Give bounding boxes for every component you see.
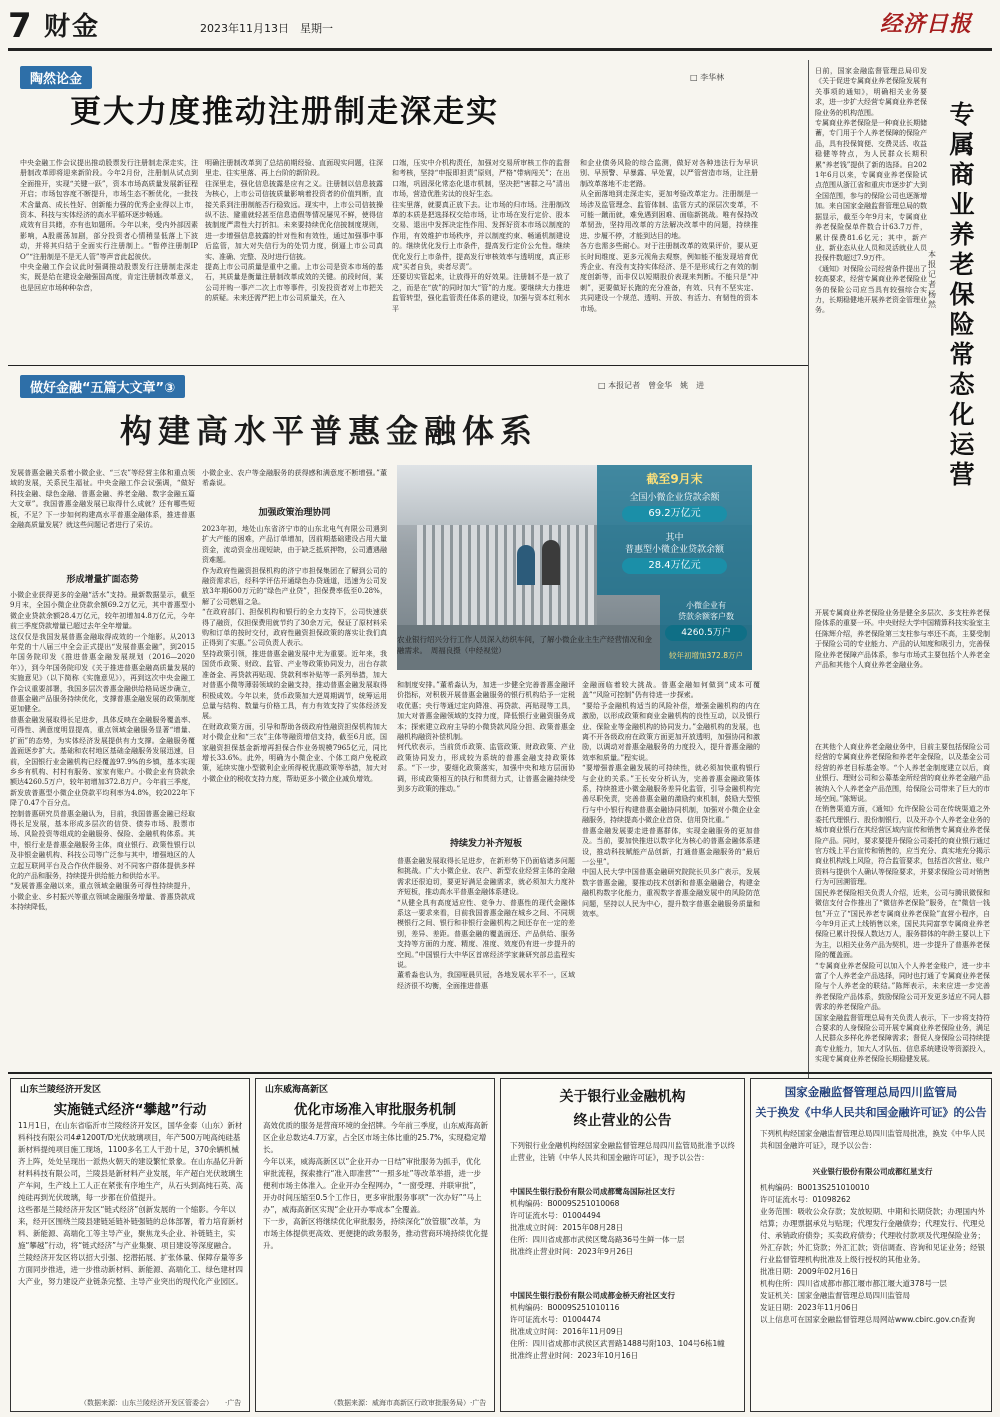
feature-col-2: 2023年初，地处山东省济宁市的山东北电气有限公司遇到扩大产能的困难，产品订单增加，因前期基础建设占用大量资金，流动资金出现短缺，由于缺乏抵质押物，公司遭遇融资难题。 作为政府性融资担保机构的济宁市担保集团在了解到公司的融资需求后，经科学评估开通绿色办贷通道，迅速为公司发放3年期600万元的“绿色产业贷”，担保费率低至0.28%，解了公司燃眉之急。 “在政府部门、担保机构和银行的全力支持下，公司快速获得了融资，仅担保费用就节约了30余万元，保证了原材料采购和订单的按时交付，政府性融资担保政策的落实让我们真正得到了实惠。”公司负责人表示。 坚持政策引领，推进普惠金融发展中尤为重要。近年来，我国货币政策、财政、监管、产业等政策协同发力，出台存款准备金、再贷款再贴现、贷款利率补贴等一系列举措，加大对普惠小微等薄弱领域的金融支持，推动普惠金融发展取得积极成效。今年以来，货币政策加大逆周期调节，统筹运用总量与结构、数量与价格工具，有力有效支持了实体经济发展。 在财政政策方面，引导和帮助各级政府性融资担保机构加大对小微企业和“三农”主体等融资增信支持，截至6月底，国家融资担保基金新增再担保合作业务规模7965亿元，同比增长33.6%。此外，明确为小微企业、个体工商户免税政策，延续实施小型微利企业所得税优惠政策等举措，加大对小微企业的税收支持力度，帮助更多小微企业减负增效。 [202, 525, 387, 783]
stat-2-value: 28.4万亿元 [622, 558, 727, 574]
ad-2-title: 优化市场准入审批服务机制 [294, 1102, 456, 1118]
issue-date: 2023年11月13日 星期一 [200, 22, 333, 35]
feature-col-3-lower: 普惠金融发展取得长足进步，在新形势下仍面临诸多问题和挑战。广大小微企业、农户、新型农业经营主体的金融需求还很迫切，要更好满足金融需求，就必须加大力度补齐短板，推动高水平普惠金融体系建设。 “从健全具有高度适应性、竞争力、普惠性的现代金融体系这一要求来看，目前我国普惠金融在城乡之间、不同规模银行之间、银行和非银行金融机构之间还存在一定的差别，差异、差距。普惠金融的覆盖面还、产品供给、服务支持等方面的力度、精度、准度、效度仍有进一步提升的空间。”中国银行大中华区首席经济学家兼研究部总监程实说。 董希淼也认为，我国哑晨贝冠，各地发展水平不一，区域经济很不均衡，全面推进普惠 [397, 857, 575, 990]
license-scope: 业务范围：吸收公众存款；发放短期、中期和长期贷款；办理国内外结算；办理票据承兑与贴现；代理发行金融债券；代理发行、代理兑付、承销政府债券；买卖政府债券；代理收付款项及代理保险业务；外汇存款；外汇贷款；外汇汇款；资信调查、咨询和见证业务；经银行业监督管理机构批准及上级行授权的其他业务。 [760, 1207, 985, 1264]
feature-intro: 发展普惠金融关系着小微企业、“三农”等经营主体和重点领域的发展，关系民生福祉。中央金融工作会议强调，“做好科技金融、绿色金融、普惠金融、养老金融、数字金融五篇大文章”。我国普惠金融发展已取得什么成就？还有哪些短板，不足？下一步如何构建高水平普惠金融体系，推进普惠金融高质量发展？就这些问题记者进行了采访。 [10, 469, 195, 530]
inst-1-name: 中国民生银行股份有限公司成都鹭岛国际社区支行 [510, 1187, 675, 1196]
page-number: 7 [8, 6, 32, 46]
notice-1-inst-2 [510, 1290, 738, 1362]
license-query-note: 以上信息可在国家金融监督管理总局网站www.cbirc.gov.cn查询 [760, 1315, 975, 1324]
ad-2-text: 高效优质的服务是营商环境的金招牌。今年前三季度，山东威海高新区企业总数达4.7万家，占全区市场主体比重的25.7%，实现稳定增长。 今年以来，威海高新区以“企业开办一日结”审批服务为抓手，优化审批流程，探索推行“准入即准营”“一照多址”等改革举措，进一步便利市场主体准入。企业开办全程网办，“一窗受理、并联审批”，开办时间压缩至0.5个工作日，更多审批服务事项“一次办好”“马上办”，威海高新区实现“企业开办零成本”全覆盖。 下一步，高新区将继续优化审批服务，持续深化“放管服”改革，为市场主体提供更高效、更便捷的政务服务，推动营商环境持续优化提升。 [263, 1121, 488, 1250]
subhead-3: 持续发力补齐短板 [449, 839, 522, 849]
feature-col-4: 金融面临着较大挑战。普惠金融如何做到“成本可覆盖”“风险可控制”仍有待进一步探索。 “要给予金融机构适当的风险补偿，增强金融机构的内在激励，以形成政策和商业金融机构的良性互动，以及银行业、保险业等金融机构的协同发力。”金融机构的发展，也离不开各级政府在政策方面更加开放透明，加强协同和激励，以调动对普惠金融服务的力度投入，提升普惠金融的效率和质量。”程实说。 “要增强普惠金融发展的可持续性，就必须加快重构银行与企业的关系。”王长安分析认为，完善普惠金融政策体系，持续推进小微金融服务差异化监管，引导金融机构完善尽职免责，完善普惠金融的激励约束机制，鼓励大型银行与中小银行构建普惠金融协同机制，加强对小微企业金融服务，持续提高小微企业首贷、信用贷比重。” 普惠金融发展要走进普惠群体，实现金融服务的更加普及。当前，要加快推进以数字化为核心的普惠金融体系建设，推动科技赋能产品创新，打通普惠金融服务的“最后一公里”。 中国人民大学中国普惠金融研究院院长贝多广表示，发展数字普惠金融，要推动技术创新和普惠金融融合，构建金融机构数字化能力，重视数字普惠金融发展中的风险防范问题，坚持以人民为中心，提升数字普惠金融服务质量和效率。 [582, 681, 760, 918]
inst-2-terminated: 批准终止营业时间：2023年10月16日 [510, 1351, 639, 1360]
license-serial: 许可证流水号：01098262 [760, 1195, 851, 1204]
ad-1-mark: ·广告 [225, 1399, 242, 1407]
opinion-col-1: 中央金融工作会议提出推动股票发行注册制走深走实，注册制改革即将迎来新阶段。今年2月份，注册制从试点到全面推开，实现“关键一跃”，资本市场高质量发展新征程开启；市场包容度不断提升，市场生态不断优化，一批技术含量高、成长性好、创新能力强的优秀企业得以上市，资本、科技与实体经济的高水平循环逐步畅通。 成效有目共睹，亦有也如题所。今年以来，受内外部因素影响，A股震荡加剧，部分投资者心情稍显低落上下波动，并将其归结于全面实行注册制上。“暂停注册制IPO”“注册制是不是无人管”等声音此起彼伏。 中央金融工作会议此时强调推动股票发行注册制走深走实，既是给在建设金融强国高度，肯定注册制改革意义，也是回应市场种种杂音， [20, 159, 198, 292]
stat-3-line2: 贷款余额客户数 [678, 612, 734, 621]
notice-2-org: 兴业银行股份有限公司成都红星支行 [812, 1167, 933, 1176]
license-issuer: 发证机关：国家金融监督管理总局四川监管局 [760, 1291, 910, 1300]
stat-3-line1: 小微企业有 [686, 601, 726, 610]
license-address: 机构住所：四川省成都市都江堰市都江堰大道378号一层 [760, 1279, 947, 1288]
notice-1-intro: 下列银行业金融机构经国家金融监督管理总局四川监管局批准予以终止营业，注销《中华人民共和国金融许可证》，现予以公告： [510, 1141, 735, 1162]
photo-caption: 农业银行绍兴分行工作人员深入纺织车间，了解小微企业主生产经营情况和金融需求。 周福良摄（中经视觉） [397, 635, 652, 655]
right-article-byline: 本报记者 杨 然 [928, 250, 944, 309]
inst-1-license: 许可证流水号：01004494 [510, 1211, 601, 1220]
inst-1-code: 机构编码：B0009S251010068 [510, 1199, 620, 1208]
ad-1-header: 山东兰陵经济开发区 [20, 1085, 102, 1095]
inst-2-founded: 批准成立时间：2016年11月09日 [510, 1327, 624, 1336]
section-name: 财金 [44, 12, 101, 42]
opinion-col-4: 和企业债务风险的综合监测，做好对各种违法行为早识别、早预警、早暴露、早处置，以严管营造市场，让注册制改革落地不走老路。 从全面落地到走深走实，更加考验改革定力。注册制是一场涉及监管理念、监管体制、监管方式的深层次变革，不可能一蹴而就，难免遇到困难、面临新挑战。唯有保持改革韧劲，坚持用改革的方法解决改革中的问题，持续推进、步履不停，才能到达目的地。 各方也需多些耐心。对于注册制改革的效果评价，要从更长时间维度、更多元视角去观察，例如能不能发现培育优秀企业、有没有支持实体经济、是不是形成行之有效的制度创新等，而非仅以短期股价表现来判断。不能只是“冲刺”，更要做好长跑的充分准备，有效、只有不坚实定、共同建设一个规范、透明、开放、有活力、有韧性的资本市场。 [580, 159, 758, 313]
feature-col-2-top: 小微企业、农户等金融服务的获得感和满意度不断增强。”董希淼说。 [202, 469, 387, 488]
inst-2-license: 许可证流水号：01004474 [510, 1315, 601, 1324]
stat-2-label: 其中 [665, 533, 684, 543]
stat-3-note: 较年初增加372.8万户 [669, 651, 743, 660]
inst-2-code: 机构编码：B0009S251010116 [510, 1303, 620, 1312]
notice-2-details [760, 1182, 985, 1326]
notice-2-title-1: 国家金融监督管理总局四川监管局 [784, 1085, 958, 1099]
stat-1-label: 截至9月末 [646, 472, 703, 486]
inst-2-name: 中国民生银行股份有限公司成都金桥天府社区支行 [510, 1291, 675, 1300]
notice-1-inst-1 [510, 1186, 738, 1258]
feature-column-tag: 做好金融“五篇大文章”③ [20, 375, 185, 398]
notice-1-title-2: 终止营业的公告 [573, 1113, 672, 1129]
ad-1-title: 实施链式经济“攀越”行动 [53, 1102, 207, 1118]
feature-col-3: 和制度安排。”董希淼认为，加进一步健全完善普惠金融评价指标，对积极开展普惠金融服务的银行机构给予一定税收优惠；央行等通过定向降准、再贷款、再贴现等工具，加大对普惠金融领域的支持力度，降低银行业融资服务成本；探索建立政府主导的小微贷款风险分担、政策普惠金融机构融资补偿机制。 何代欣表示，当前货币政策、监管政策、财政政策、产业政策协同发力，形成较为系统的普惠金融支持政策体系。“下一步，要细化政策落实，加强中央和地方层面协调，形成政策相互的执行和贯彻力式，让普惠金融持续受到多方政策的推动。” [397, 681, 575, 794]
opinion-headline: 更大力度推动注册制走深走实 [70, 94, 499, 130]
license-code: 机构编码：B0013S251010010 [760, 1183, 870, 1192]
stat-3-value: 4260.5万户 [665, 625, 747, 641]
notice-2-title-2: 关于换发《中华人民共和国金融许可证》的公告 [755, 1106, 987, 1119]
subhead-2: 加强政策治理协同 [258, 508, 331, 518]
feature-col-1: 小微企业获得更多的金融“活水”支持。最新数据显示，截至9月末，全国小微企业贷款余额69.2万亿元，其中普惠型小微企业贷款余额28.4万亿元，较年初增加4.8万亿元，今年前三季度贷款增量已超过去年全年增量。 这仅仅是我国发展普惠金融取得成效的一个缩影。从2013年党的十八届三中全会正式提出“发展普惠金融”，到2015年国务院印发《推进普惠金融发展规划（2016—2020年）》，到今年国务院印发《关于推进普惠金融高质量发展的实施意见》（以下简称《实施意见》），再到这次中央金融工作会议重要部署，我国多层次普惠金融供给格局逐步确立，普惠金融产品服务持续优化，支撑普惠金融发展的政策制度更加健全。 普惠金融发展取得长足进步，具体反映在金融服务覆盖率、可得性、满意度明显提高，重点领域金融服务显著“增量、扩面”的态势，为实体经济发展提供有力支撑。金融服务覆盖面逐步扩大。基础和农村地区基础金融服务发展迅速，目前，全国银行业金融机构已经覆盖97.9%的乡镇，基本实现乡乡有机构、村村有服务、家家有账户。小微企业有贷款余额达4260.5万户，较年初增加372.8万户。今年前三季度，新发放普惠型小微企业贷款平均利率为4.8%，较2022年下降了0.47个百分点。 控制普惠研究员普惠金融认为，目前，我国普惠金融已经取得长足发展，基本形成多层次的信贷、债券市场、股票市场、风险投资等组成的金融服务、保险、金融机构体系。其中，银行业是普惠金融服务主体，商业银行、政策性银行以及非银金融机构、科技公司等广泛参与其中，增强地区的人立起互联网平台及合作伙伴服务、对不同客户群体提供多样化的产品和服务，持续提升供给能力和供给水平。 “发展普惠金融以来，重点领域金融服务可得性持续提升，小微企业、乡村振兴等重点领域金融服务增量、普惠贷款成本持续降低， [10, 591, 195, 912]
paper-logo: 经济日报 [880, 11, 973, 37]
feature-headline: 构建高水平普惠金融体系 [120, 412, 539, 450]
ad-1-source: （数据来源：山东兰陵经济开发区管委会） [80, 1399, 213, 1407]
ad-2-header: 山东威海高新区 [265, 1085, 329, 1095]
license-issue-date: 发证日期：2023年11月06日 [760, 1303, 859, 1312]
opinion-column-tag: 陶然论金 [20, 66, 92, 89]
subhead-1: 形成增量扩面态势 [66, 575, 139, 585]
section-divider [8, 365, 808, 366]
ad-2-source: （数据来源：威海市高新区行政审批服务局） [330, 1399, 470, 1407]
bottom-band-rule [8, 1072, 992, 1074]
right-article-col-2: 开展专属商业养老保险业务是健全多层次、多支柱养老保险体系的重要一环。中央财经大学中国精算科技实验室主任陈辉介绍，养老保险第三支柱参与率还不高，主要受制于保险公司的专业能力、产品的认知度和吸引力，完善保险业养老保障产品体系，参与市场式主要包括个人养老金产品和其他个人商业养老金融业务。 [815, 609, 990, 670]
ad-2-mark: ·广告 [470, 1399, 487, 1407]
right-article-col-1: 日前，国家金融监督管理总局印发《关于促进专属商业养老保险发展有关事项的通知》，明确相关业务要求，进一步扩大经营专属商业养老保险业务的机构范围。 专属商业养老保险是一种商业长期储蓄，专门用于个人养老保障的保险产品，具有投保简便、交费灵活、收益稳健等特点，为人民群众长期积累“养老钱”提供了新的选择。自2021年6月以来，专属商业养老保险试点范围从浙江省和重庆市逐步扩大到全国范围，参与的保险公司也逐渐增加。来自国家金融监督管理总局的数据显示，截至今年9月末，专属商业养老保险保单件数合计63.7万件，累计保费81.6亿元；其中，新产业、新业态从业人员和灵活就业人员投保件数超过7.9万件。 《通知》对保险公司经营条件提出了较高要求，经营专属商业养老保险业务的保险公司应当具有较强综合实力，长期稳健地开展养老资金管理业务。 [815, 67, 927, 315]
right-article-col-3: 在其他个人商业养老金融业务中，目前主要包括保险公司经营的专属商业养老保险和养老年金保险，以及基金公司经营的养老目标基金等。“个人养老金制度建立以后，商业银行、理财公司和公募基金所经营的商业养老金融产品被纳入个人养老金产品范围，给保险公司带来了巨大的市场空间。”陈辉说。 在销售渠道方面，《通知》允许保险公司在传统渠道之外委托代理银行、股份制银行，以及开办个人养老金业务的城市商业银行在其经营区域内宣传和销售专属商业养老保险产品。同时，要求要提升保险公司委托的商业银行通过官方线上平台宣传和销售的，应当充分、真实地充分揭示商业机构线上风险，符合监管要求，包括首次营业、账户资料与提供个人确认等保险要求，并要求保险公司对销售行为可回溯管理。 国民养老保险相关负责人介绍，近来，公司与腾讯微保和微信支付合作推出了“微信养老保险”服务，在“微信一钱包”开立了“国民养老专属商业养老保险”直营小程序，自今年9月正式上线销售以来，国民共同富享专属商业养老保险已累计投保人数达万人，服务群体的年龄主要以上下为主，以相关业务产品为契机，进一步提升了普惠养老保险的覆盖面。 “专属商业养老保险可以加入个人养老金账户，进一步丰富了个人养老金产品选择，同时也打通了专属商业养老保险与个人养老金的联结。”陈辉表示，未来应进一步完善养老保险产品体系，鼓励保险公司开发更多适应不同人群需求的养老保险产品。 国家金融监督管理总局有关负责人表示，下一步将支持符合要求的人身保险公司开展专属商业养老保险业务，满足人民群众多样化养老保障需求；督促人身保险公司持续提高专业能力，加大人才队伍、信息系统建设等资源投入，实现专属商业养老保险长期稳健发展。 [815, 743, 990, 1064]
header-rule [8, 48, 992, 51]
opinion-col-2: 明确注册制改革到了总结前期经验、直面现实问题，往深里走、往实里落、再上台阶的新阶段。 往深里走，强化信息披露是应有之义。注册制以信息披露为核心，上市公司信披质量影响着投资者的价值判断，直接关系到注册制能否行稳致远。现实中，上市公司信披操纵不法、避重就轻甚至信息造假等情况屡见不鲜，使得信披制度严肃性大打折扣。未来要持续优化信披制度规则，进一步增强信息披露的针对性和有效性，通过加强事中事后监管，加大对失信行为的处罚力度，倒逼上市公司真实、准确、完整、及时进行信披。 提高上市公司质量是重中之重。上市公司是资本市场的基石，其质量是衡量注册制改革成效的关键。前段时间，某公司并购一事产二次上市等事件，引发投资者对上市把关的质疑。未来还需严把上市公司质量关，在入 [205, 159, 383, 303]
inst-2-address: 住所：四川省成都市武侯区武晋路1488号附103、104号6栋1幢 [510, 1339, 725, 1348]
opinion-col-3: 口端，压实中介机构责任，加强对交易所审核工作的监督和考核，坚持“申报即担责”原则，严格“带病闯关”；在出口端，巩固深化常态化退市机制，坚决把“害群之马”清出市场，营造优胜劣汰的良好生态。 往实里落，就要真正放下去。让市场的归市场。注册制改革的本质是把选择权交给市场，让市场在发行定价、股本交易、退出中发挥决定性作用、发挥好资本市场以制度的作用，有效维护市场秩序，并以制度约束、畅通机制建设的。继续优化发行上市条件，提高发行定价公允性。继续优化发行上市条件，提高发行审核效率与透明度，真正形成“买者自负，卖者尽责”。 还要切实管起来，让放得开的好效果。注册制不是一放了之，而是在“放”的同时加大“管”的力度。要继续大力推进监管转型，强化监管责任体系的建设，加强与资本红利水平 [392, 159, 570, 313]
stat-1-value: 69.2万亿元 [622, 506, 727, 522]
inst-1-address: 住所：四川省成都市武侯区鹭岛路36号生鲜一体一层 [510, 1235, 685, 1244]
notice-1-title-1: 关于银行业金融机构 [559, 1089, 686, 1105]
inst-1-founded: 批准成立时间：2015年08月28日 [510, 1223, 624, 1232]
feature-byline: □ 本报记者 曾金华 姚 进 [598, 381, 705, 390]
license-approval-date: 批准日期：2009年02月16日 [760, 1267, 859, 1276]
opinion-byline: □ 李华林 [690, 73, 725, 82]
inst-1-terminated: 批准终止营业时间：2023年9月26日 [510, 1247, 634, 1256]
ad-1-text: 11月1日，在山东省临沂市兰陵经济开发区，国华金泰（山东）新材料科技有限公司4#1200T/D光伏玻璃项目，年产500万吨高纯硅基新材料提纯项目施工现场，1100多名工人干劲十足，370余辆机械齐上阵，处处呈现出一派热火朝天的建设繁忙景象。在山东晶亿升新材料科技有限公司，兰陵县是新材料产业发展，年产超白光伏玻璃生产车间，生产线上工人正在紧张有序地生产，从石头到高纯石英、高纯硅再到光伏玻璃，每一步都在价值提升。 这些都是兰陵经济开发区“链式经济”创新发展的一个缩影。今年以来，经开区围绕兰陵县建链延链补链强链的总体部署，着力培育新材料、新能源、高端化工等主导产业，聚焦龙头企业、补链链主，实施“攀越”行动，将“链式经济”与产业集聚、项目建设等深度融合。 兰陵经济开发区将以招大引强、挖潜拓展、扩张体量、保障存量等多方面同步推进，进一步推动新材料、新能源、高端化工、绿色建材四大产业，努力建设产业链条完整、主导产业突出的现代化产业园区。 [18, 1121, 243, 1286]
notice-2-intro: 下列机构经国家金融监督管理总局四川监管局批准，换发《中华人民共和国金融许可证》，现予以公告： [760, 1129, 985, 1150]
stat-2-line: 普惠型小微企业贷款余额 [624, 545, 724, 555]
right-article-headline: 专属商业养老保险常态化运营 [949, 100, 975, 489]
stat-1-line: 全国小微企业贷款余额 [629, 493, 720, 503]
